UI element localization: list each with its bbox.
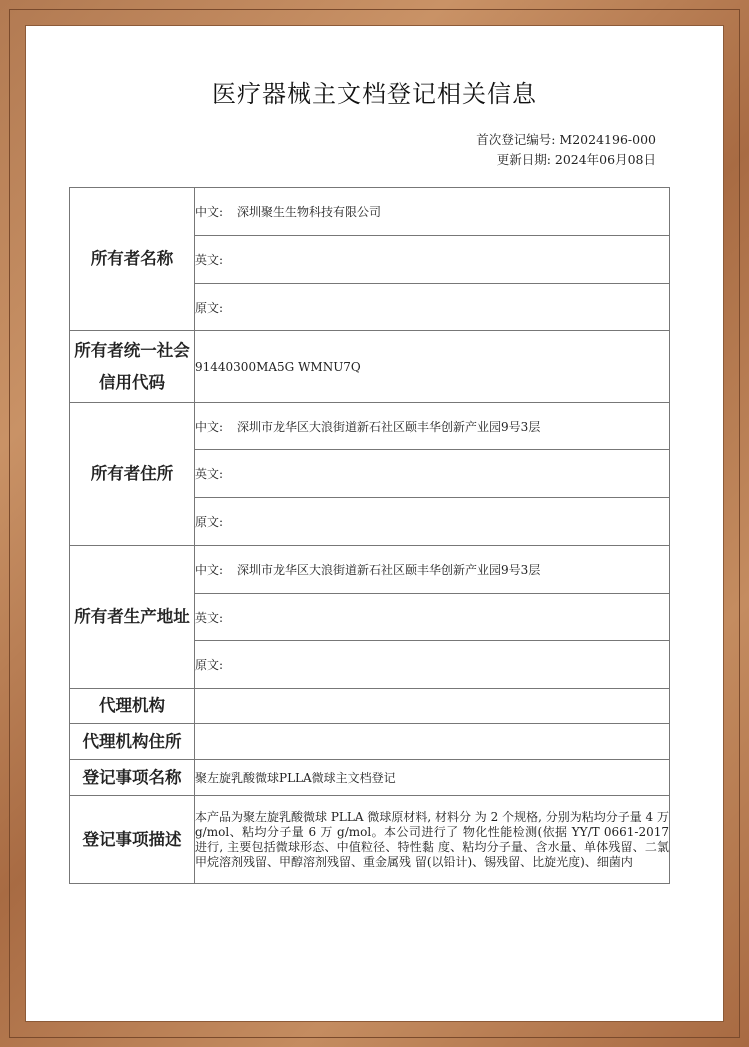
credit-code-label: 所有者统一社会信用代码 <box>70 331 195 403</box>
field-prefix: 英文: <box>195 467 224 481</box>
table-row <box>70 331 670 403</box>
table-row <box>70 760 670 796</box>
item-desc-value: 本产品为聚左旋乳酸微球 PLLA 微球原材料, 材料分 为 2 个规格, 分别为粘均分子量 4 万 g/mol、粘均分子量 6 万 g/mol。本公司进行了 物化性能检测(依据 YY/T 0661-2017 进行, 主要包括微球形态、中值粒径、特性黏 度、粘均分子量、含水量、单体残留、二氯甲烷溶剂残留、甲醇溶剂残留、重金属残 留(以铅计)、锡残留、比旋光度)、细菌内 <box>195 796 670 884</box>
field-prefix: 中文: <box>195 563 224 577</box>
field-prefix: 原文: <box>195 515 224 529</box>
table-row <box>70 689 670 724</box>
table-row <box>70 724 670 760</box>
agent-label: 代理机构 <box>70 689 195 724</box>
item-name-label: 登记事项名称 <box>70 760 195 796</box>
owner-address-orig <box>195 498 670 546</box>
production-address-orig <box>195 641 670 689</box>
agent-address-label: 代理机构住所 <box>70 724 195 760</box>
item-name-value: 聚左旋乳酸微球PLLA微球主文档登记 <box>195 760 670 796</box>
table-row <box>70 188 670 236</box>
owner-name-zh <box>195 188 670 236</box>
agent-address-value <box>195 724 670 760</box>
owner-name-label: 所有者名称 <box>70 188 195 331</box>
document-title: 医疗器械主文档登记相关信息 <box>212 80 537 108</box>
field-prefix: 中文: <box>195 205 224 219</box>
owner-name-en <box>195 236 670 284</box>
field-prefix: 英文: <box>195 253 224 267</box>
field-value: 深圳聚生生物科技有限公司 <box>237 205 382 219</box>
table-row <box>70 546 670 594</box>
field-value: 深圳市龙华区大浪街道新石社区颐丰华创新产业园9号3层 <box>237 419 541 434</box>
production-address-en <box>195 594 670 641</box>
table-row <box>70 796 670 884</box>
agent-value <box>195 689 670 724</box>
update-date: 更新日期: 2024年06月08日 <box>496 152 656 167</box>
field-prefix: 原文: <box>195 300 224 315</box>
owner-address-en <box>195 450 670 498</box>
owner-address-zh <box>195 403 670 450</box>
registration-number: 首次登记编号: M2024196-000 <box>476 132 656 147</box>
field-prefix: 原文: <box>195 658 224 672</box>
field-prefix: 中文: <box>195 419 224 434</box>
field-prefix: 英文: <box>195 610 224 625</box>
registration-table <box>69 187 670 884</box>
owner-address-label: 所有者住所 <box>70 403 195 546</box>
item-desc-label: 登记事项描述 <box>70 796 195 884</box>
production-address-zh <box>195 546 670 594</box>
table-row <box>70 403 670 450</box>
production-address-label: 所有者生产地址 <box>70 546 195 689</box>
owner-name-orig <box>195 284 670 331</box>
field-value: 深圳市龙华区大浪街道新石社区颐丰华创新产业园9号3层 <box>237 563 541 577</box>
credit-code-value: 91440300MA5G WMNU7Q <box>195 331 670 403</box>
